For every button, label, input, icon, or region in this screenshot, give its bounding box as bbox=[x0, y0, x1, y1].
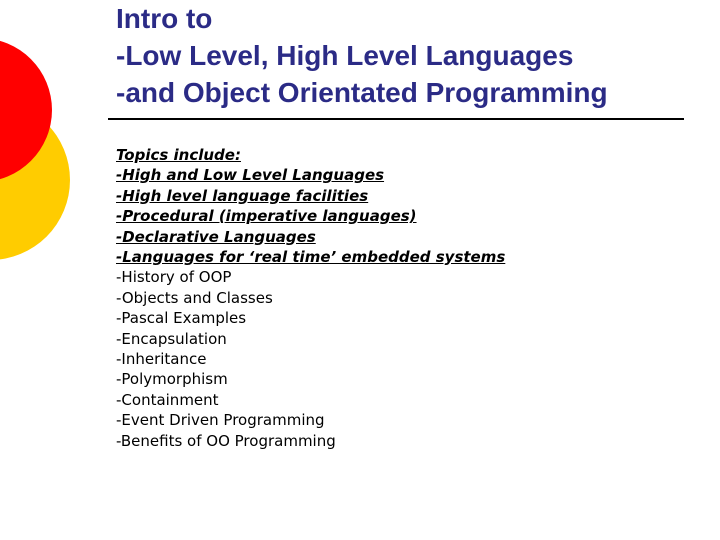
topic-emphasized-item: -High level language facilities bbox=[116, 186, 369, 205]
topic-emphasized-item: -Declarative Languages bbox=[116, 227, 316, 246]
topics-heading: Topics include: bbox=[116, 146, 241, 164]
topic-item: -Inheritance bbox=[116, 350, 207, 369]
topic-emphasized-item: -Procedural (imperative languages) bbox=[116, 207, 417, 226]
topic-item: -History of OOP bbox=[116, 268, 232, 287]
topic-item: -Benefits of OO Programming bbox=[116, 431, 336, 450]
topic-emphasized-item: -High and Low Level Languages bbox=[116, 166, 385, 185]
slide-title bbox=[116, 0, 716, 111]
title-line-3: -and Object Orientated Programming bbox=[116, 77, 608, 108]
topics-list bbox=[116, 145, 505, 451]
topic-item: -Objects and Classes bbox=[116, 288, 273, 307]
title-divider bbox=[108, 118, 684, 120]
topic-item: -Event Driven Programming bbox=[116, 411, 325, 430]
topic-emphasized-item: -Languages for ‘real time’ embedded systems bbox=[116, 248, 506, 267]
topic-item: -Polymorphism bbox=[116, 370, 228, 389]
title-line-2: -Low Level, High Level Languages bbox=[116, 40, 574, 71]
decorative-circles bbox=[0, 0, 120, 300]
topic-item: -Pascal Examples bbox=[116, 309, 247, 328]
topic-item: -Encapsulation bbox=[116, 329, 227, 348]
title-line-1: Intro to bbox=[116, 3, 213, 34]
topic-item: -Containment bbox=[116, 390, 219, 409]
